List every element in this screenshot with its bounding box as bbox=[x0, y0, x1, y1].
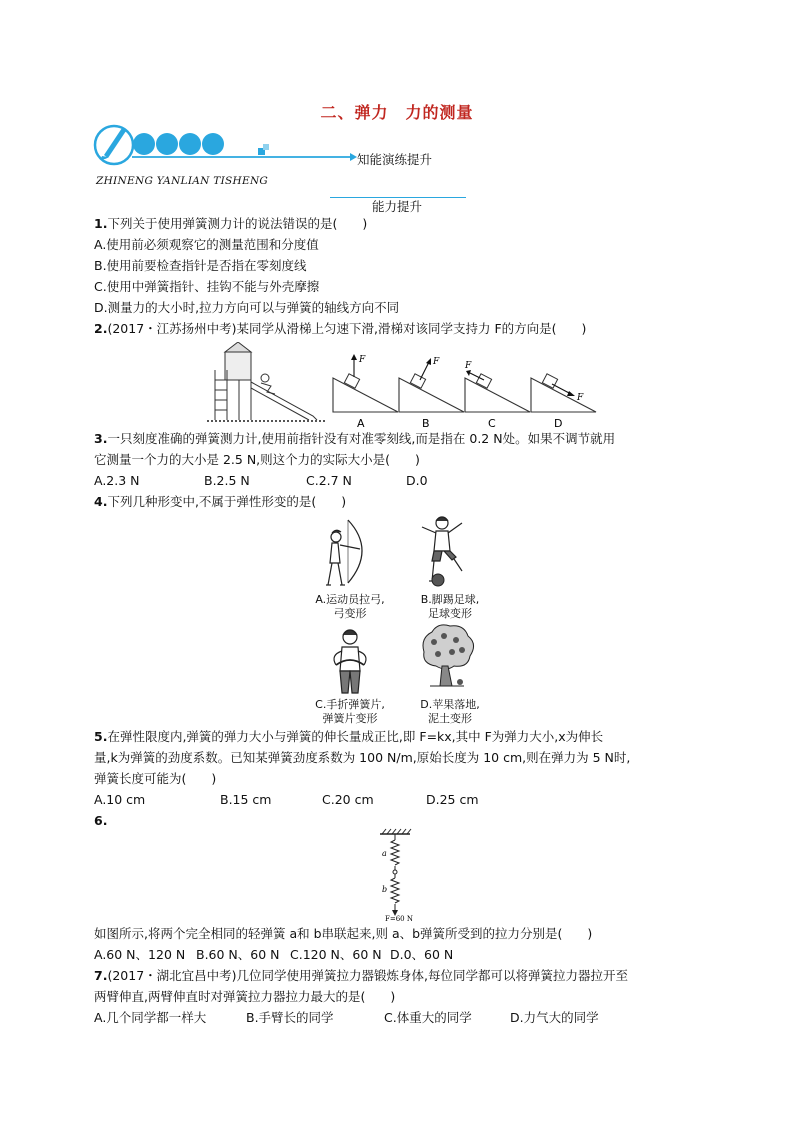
label-b: B bbox=[422, 417, 430, 430]
option-a: A.2.3 N bbox=[94, 473, 140, 488]
question-stem: (2017・江苏扬州中考)某同学从滑梯上匀速下滑,滑梯对该同学支持力 F的方向是( ) bbox=[107, 321, 587, 336]
archer-illustration bbox=[318, 515, 388, 590]
question-number: 1. bbox=[94, 216, 108, 231]
force-label: F bbox=[577, 393, 584, 403]
bending-illustration bbox=[322, 625, 382, 697]
kicker-illustration bbox=[418, 513, 478, 591]
banner-pinyin: ZHINENG YANLIAN TISHENG bbox=[96, 175, 269, 187]
question-7-line-2: 两臂伸直,两臂伸直时对弹簧拉力器拉力最大的是( ) bbox=[94, 989, 396, 1004]
incline-d bbox=[531, 374, 596, 412]
caption-c: C.手折弹簧片, 弹簧片变形 bbox=[315, 698, 385, 725]
question-stem-line-1: 一只刻度准确的弹簧测力计,使用前指针没有对准零刻线,而是指在 0.2 N处。如果不调节就用 bbox=[107, 431, 616, 446]
force-label: F bbox=[465, 361, 472, 371]
question-stem-line-1: 在弹性限度内,弹簧的弹力大小与弹簧的伸长量成正比,即 F=kx,其中 F为弹力大小,x为伸长 bbox=[107, 729, 604, 744]
incline-b bbox=[399, 357, 464, 412]
caption-d: D.苹果落地, 泥土变形 bbox=[420, 698, 480, 725]
caption-b: B.脚踢足球, 足球变形 bbox=[420, 593, 480, 620]
question-number: 5. bbox=[94, 729, 108, 744]
spring-a-label: a bbox=[382, 849, 387, 858]
question-number: 7. bbox=[94, 968, 108, 983]
question-6-stem: 如图所示,将两个完全相同的轻弹簧 a和 b串联起来,则 a、b弹簧所受到的拉力分别是( ) bbox=[94, 926, 593, 941]
page-title: 二、弹力 力的测量 bbox=[320, 103, 474, 122]
question-number: 2. bbox=[94, 321, 108, 336]
question-3 bbox=[94, 430, 615, 448]
option-a: A.几个同学都一样大 bbox=[94, 1010, 207, 1025]
question-6-options bbox=[94, 946, 453, 964]
option-b: B.使用前要检查指针是否指在零刻度线 bbox=[94, 258, 307, 273]
question-stem: 下列关于使用弹簧测力计的说法错误的是( ) bbox=[107, 216, 368, 231]
option-a: A.10 cm bbox=[94, 792, 146, 807]
option-c: C.体重大的同学 bbox=[384, 1010, 472, 1025]
question-5-line-2: 量,k为弹簧的劲度系数。已知某弹簧劲度系数为 100 N/m,原始长度为 10 cm,则在弹力为 5 N时, bbox=[94, 750, 631, 765]
question-5-line-3: 弹簧长度可能为( ) bbox=[94, 771, 217, 786]
section-heading: 能力提升 bbox=[371, 199, 422, 214]
option-d: D.测量力的大小时,拉力方向可以与弹簧的轴线方向不同 bbox=[94, 300, 400, 315]
question-1 bbox=[94, 215, 367, 233]
question-3-line-2: 它测量一个力的大小是 2.5 N,则这个力的实际大小是( ) bbox=[94, 452, 420, 467]
apple-tree-illustration bbox=[418, 624, 476, 696]
question-number: 6. bbox=[94, 813, 108, 828]
option-c: C.2.7 N bbox=[306, 473, 352, 488]
question-2 bbox=[94, 320, 586, 338]
option-b: B.手臂长的同学 bbox=[246, 1010, 334, 1025]
question-6 bbox=[94, 812, 107, 830]
option-b: B.60 N、60 N bbox=[196, 947, 280, 962]
incline-a bbox=[333, 354, 398, 412]
question-stem: 下列几种形变中,不属于弹性形变的是( ) bbox=[107, 494, 347, 509]
question-7 bbox=[94, 967, 628, 985]
option-d: D.0、60 N bbox=[390, 947, 454, 962]
option-d: D.力气大的同学 bbox=[510, 1010, 599, 1025]
question-3-options bbox=[94, 472, 428, 490]
option-d: D.25 cm bbox=[426, 792, 479, 807]
slide-illustration bbox=[207, 342, 325, 421]
football-icon bbox=[432, 574, 444, 586]
option-a: A.使用前必须观察它的测量范围和分度值 bbox=[94, 237, 319, 252]
option-c: C.20 cm bbox=[322, 792, 374, 807]
question-4 bbox=[94, 493, 346, 511]
banner-label: 知能演练提升 bbox=[357, 152, 433, 167]
question-number: 4. bbox=[94, 494, 108, 509]
option-b: B.15 cm bbox=[220, 792, 272, 807]
slide-figure bbox=[205, 342, 600, 430]
option-a: A.60 N、120 N bbox=[94, 947, 186, 962]
spring-figure bbox=[370, 828, 430, 922]
question-stem-line-1: (2017・湖北宜昌中考)几位同学使用弹簧拉力器锻炼身体,每位同学都可以将弹簧拉力器拉开至 bbox=[107, 968, 628, 983]
label-a: A bbox=[357, 417, 365, 430]
label-d: D bbox=[554, 417, 563, 430]
caption-a: A.运动员拉弓, 弓变形 bbox=[315, 593, 385, 620]
option-d: D.0 bbox=[406, 473, 428, 488]
question-7-options bbox=[94, 1009, 599, 1027]
incline-c bbox=[464, 361, 530, 412]
option-c: C.使用中弹簧指针、挂钩不能与外壳摩擦 bbox=[94, 279, 320, 294]
question-5-options bbox=[94, 791, 479, 809]
force-label: F=60 N bbox=[385, 915, 413, 922]
option-b: B.2.5 N bbox=[204, 473, 250, 488]
spring-b-label: b bbox=[382, 885, 388, 894]
force-label: F bbox=[359, 355, 366, 365]
question-5 bbox=[94, 728, 603, 746]
force-label: F bbox=[433, 357, 440, 367]
label-c: C bbox=[488, 417, 496, 430]
question-number: 3. bbox=[94, 431, 108, 446]
option-c: C.120 N、60 N bbox=[290, 947, 382, 962]
